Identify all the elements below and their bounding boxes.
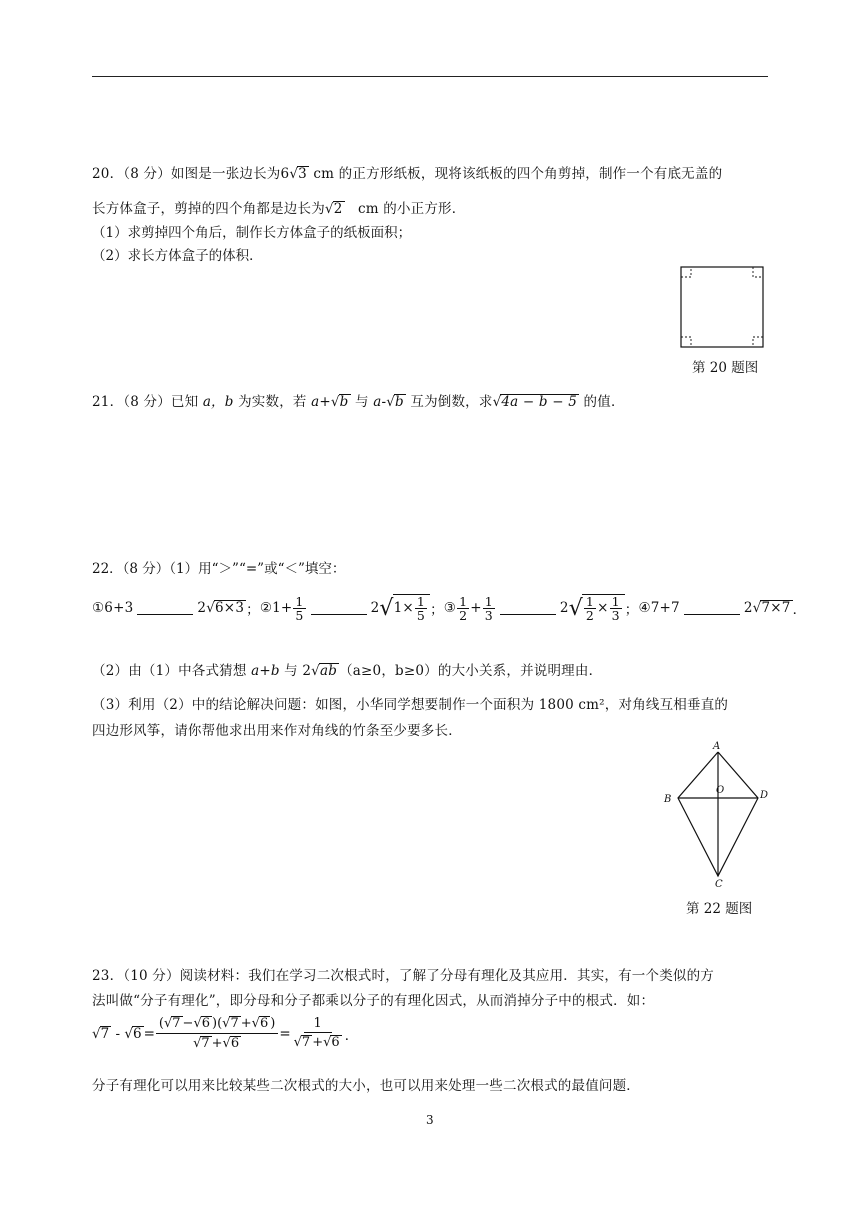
q20-figure bbox=[676, 262, 768, 352]
rad-pre: 1× bbox=[393, 600, 414, 617]
cut-corners bbox=[681, 267, 763, 347]
q22-i2-radicand bbox=[393, 594, 430, 622]
label-a: A bbox=[713, 741, 721, 752]
q20-part2: （2）求长方体盒子的体积． bbox=[92, 248, 263, 264]
q21-line: 21．（8 分）已知 a，b 为实数，若 a+√b 与 a-√b 互为倒数，求√4a − b − 5 的值． bbox=[92, 394, 625, 410]
frac-den: 3 bbox=[484, 607, 493, 623]
rad-7: 7 bbox=[172, 1016, 181, 1031]
rad-6: 6 bbox=[230, 1036, 240, 1052]
q23-line4: 分子有理化可以用来比较某些二次根式的大小，也可以用来处理一些二次根式的最值问题． bbox=[92, 1078, 640, 1094]
label-b: B bbox=[664, 794, 672, 805]
q22-i1-left: ①6+3 bbox=[92, 600, 134, 617]
q21-with: 与 bbox=[350, 394, 374, 410]
q22-i1-radicand: 6×3 bbox=[215, 600, 245, 617]
q23-frac-2: $\frac{1}{√7 +√6}$ bbox=[293, 1015, 340, 1051]
q22-part3-line1: （3）利用（2）中的结论解决问题：如图，小华同学想要制作一个面积为 1800 cm²，对角线互相垂直的 bbox=[92, 697, 729, 713]
q22-i4-left: ④7+7 bbox=[638, 600, 680, 617]
q22-i2-left: ②1+ bbox=[259, 600, 293, 617]
q22-kite-figure bbox=[656, 738, 774, 890]
equals-1: = bbox=[143, 1025, 155, 1042]
plus-sign: + bbox=[470, 600, 482, 617]
q22-i2-frac bbox=[293, 595, 305, 622]
rad-6: 6 bbox=[331, 1035, 340, 1051]
q20-corner-radicand: 2 bbox=[333, 201, 343, 217]
times-sign: × bbox=[597, 600, 609, 617]
q22-part2-with: 与 2 bbox=[279, 663, 312, 679]
q21-rad-b2: b bbox=[395, 394, 404, 410]
frac-den: 2 bbox=[585, 608, 595, 624]
label-o: O bbox=[716, 785, 725, 796]
frac-den: 5 bbox=[416, 608, 426, 624]
q23-frac-1: $\frac{(√7 -√6 )(√7 +√6 )}{√7 +√6}$ bbox=[156, 1016, 278, 1052]
q22-sep-2: ； bbox=[430, 602, 444, 619]
q21-vars: a，b bbox=[202, 394, 234, 410]
q20-line2-pre: 长方体盒子，剪掉的四个角都是边长为 bbox=[92, 201, 325, 217]
frac-num: 1 bbox=[295, 593, 304, 609]
q20-caption: 第 20 题图 bbox=[692, 360, 759, 376]
q22-blank-4[interactable] bbox=[684, 602, 740, 615]
rad-6: 6 bbox=[201, 1016, 211, 1031]
q20-line1: 20．（8 分）如图是一张边长为6√3 cm 的正方形纸板，现将该纸板的四个角剪掉，制作一个有底无盖的 bbox=[92, 166, 723, 182]
q21-mid1: 为实数，若 bbox=[233, 394, 312, 410]
q21-pre: 21．（8 分）已知 bbox=[92, 394, 203, 410]
q23-line1: 23．（10 分）阅读材料：我们在学习二次根式时，了解了分母有理化及其应用．其实，有一个类似的方 bbox=[92, 968, 714, 984]
frac-num: 1 bbox=[484, 593, 493, 609]
q22-part3-line2: 四边形风筝，请你帮他求出用来作对角线的竹条至少要多长． bbox=[92, 723, 462, 739]
rad-7: 7 bbox=[230, 1016, 239, 1031]
rad-6: 6 bbox=[132, 1025, 142, 1042]
q20-line2: 长方体盒子，剪掉的四个角都是边长为√2 cm 的小正方形． bbox=[92, 201, 466, 217]
q20-head: 20．（8 分）如图是一张边长为 bbox=[92, 166, 281, 182]
q22-items: ①6+3 2 √ 6×3 ； ②1+ $\frac{1}{5}$ 2 √ 1× $\frac{1}{5}$ ； ③ $\frac{1}{2}$ + $\frac{1}{3}$ 2 √ $\frac{1}{2}$ × $\frac{1}{3}$ ； ④7+7 2 √ 7×7 ． bbox=[92, 593, 807, 624]
frac-num: 1 bbox=[416, 594, 426, 609]
frac-den: 2 bbox=[459, 607, 468, 623]
q20-line2-post: cm 的小正方形． bbox=[344, 201, 466, 217]
frac-num: 1 bbox=[585, 594, 595, 609]
minus-sign: - bbox=[111, 1025, 125, 1042]
q22-i3-left: ③ bbox=[443, 600, 457, 617]
q21-rad-expr: 4a − b − 5 bbox=[501, 394, 578, 410]
q22-part2-cond: （a≥0，b≥0）的大小关系，并说明理由． bbox=[339, 663, 603, 679]
q22-end: ． bbox=[792, 602, 807, 619]
q21-mid2: 互为倒数，求 bbox=[405, 394, 493, 410]
frac-num: 1 bbox=[611, 594, 620, 609]
paper-square bbox=[681, 267, 763, 347]
equals-2: = bbox=[279, 1025, 291, 1042]
frac-num: 1 bbox=[459, 593, 468, 609]
q21-expr1: a+ bbox=[311, 394, 331, 410]
q22-blank-3[interactable] bbox=[500, 602, 556, 615]
q21-rad-b1: b bbox=[339, 394, 349, 410]
q23-formula: √ 7 - √ 6 = $\frac{(√7 -√6 )(√7 +√6 )}{√7 +√6}$ = $\frac{1}{√7 +√6}$ ． bbox=[92, 1015, 359, 1052]
period: ． bbox=[344, 1027, 359, 1044]
q20-head-tail: cm 的正方形纸板，现将该纸板的四个角剪掉，制作一个有底无盖的 bbox=[308, 166, 723, 182]
frac-den: 3 bbox=[611, 608, 620, 624]
rad-7: 7 bbox=[100, 1025, 110, 1042]
q21-post: 的值． bbox=[579, 394, 625, 410]
frac-num: 1 bbox=[304, 1017, 332, 1034]
q22-sep-1: ； bbox=[246, 602, 260, 619]
header-rule bbox=[92, 76, 768, 77]
q21-expr2: a- bbox=[373, 394, 387, 410]
q22-i4-coef: 2 bbox=[743, 600, 753, 617]
q22-blank-2[interactable] bbox=[311, 602, 367, 615]
q22-part2-rad: ab bbox=[319, 663, 338, 679]
q22-part2: （2）由（1）中各式猜想 a+b 与 2√ab （a≥0，b≥0）的大小关系，并说明理由． bbox=[92, 663, 603, 679]
q20-side-coef: 6 bbox=[280, 166, 290, 182]
rad-6: 6 bbox=[259, 1016, 269, 1031]
label-c: C bbox=[715, 879, 723, 890]
label-d: D bbox=[760, 790, 769, 801]
q22-i3-coef: 2 bbox=[559, 600, 569, 617]
q23-line2: 法叫做“分子有理化”，即分母和分子都乘以分子的有理化因式，从而消掉分子中的根式．如： bbox=[92, 993, 655, 1009]
q20-side-radicand: 3 bbox=[298, 166, 307, 182]
frac-den: 5 bbox=[295, 607, 304, 623]
q22-i1-coef: 2 bbox=[197, 600, 207, 617]
q22-head: 22．（8 分）（1）用“＞”“=”或“＜”填空： bbox=[92, 561, 346, 577]
q20-part1: （1）求剪掉四个角后，制作长方体盒子的纸板面积； bbox=[92, 225, 412, 241]
q22-i2-coef: 2 bbox=[370, 600, 380, 617]
q22-part2-pre: （2）由（1）中各式猜想 bbox=[92, 663, 252, 679]
q22-i4-radicand: 7×7 bbox=[761, 600, 791, 617]
q22-sep-3: ； bbox=[624, 602, 639, 619]
rad-7: 7 bbox=[301, 1035, 311, 1051]
page-number: 3 bbox=[426, 1113, 434, 1127]
q22-blank-1[interactable] bbox=[137, 602, 193, 615]
q22-i3-radicand bbox=[582, 594, 625, 622]
q22-part2-expr: a+b bbox=[251, 663, 280, 679]
rad-7: 7 bbox=[201, 1036, 210, 1052]
q22-caption: 第 22 题图 bbox=[686, 901, 753, 917]
